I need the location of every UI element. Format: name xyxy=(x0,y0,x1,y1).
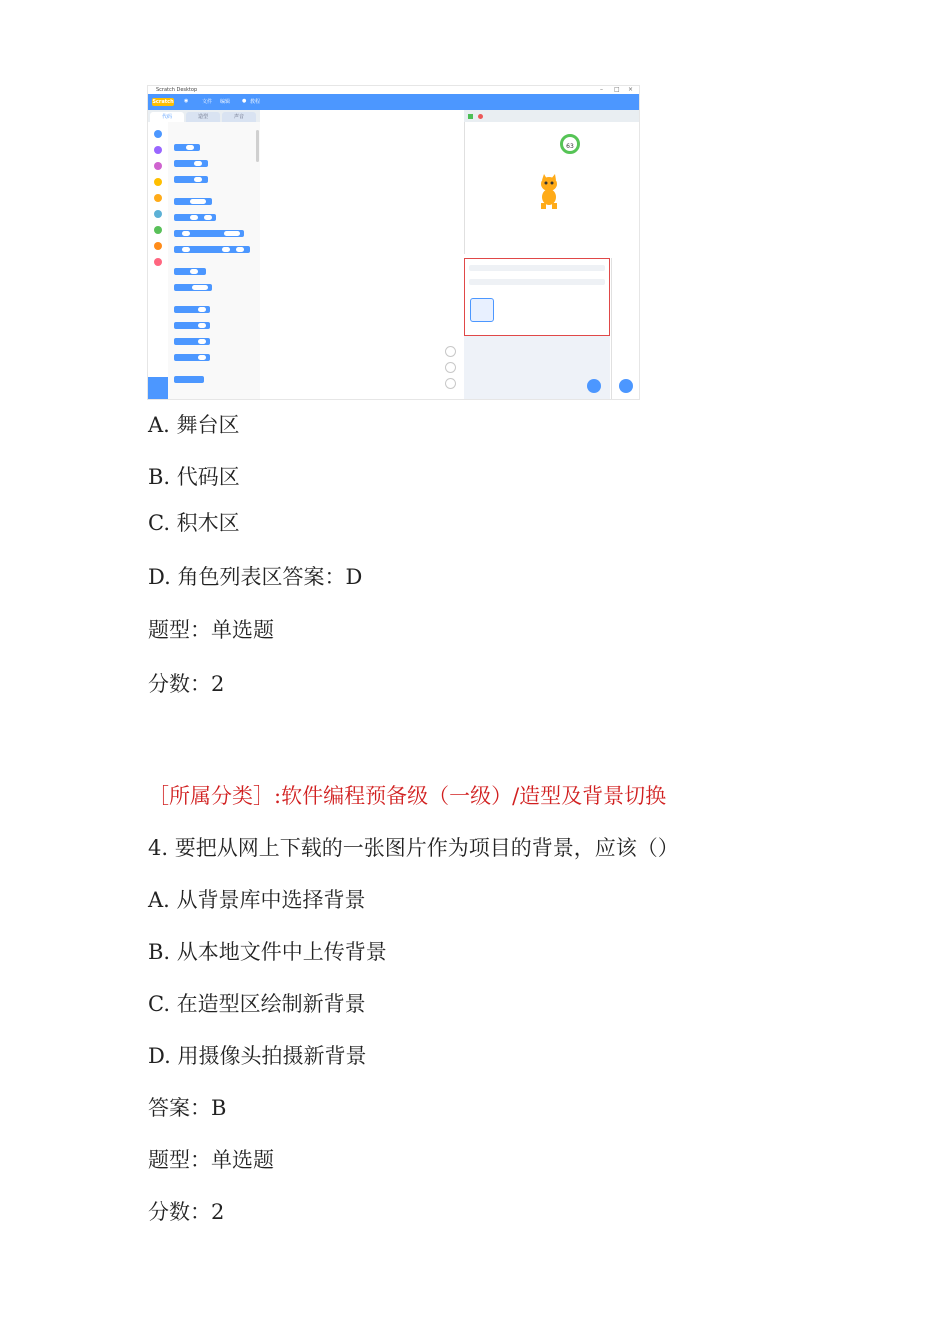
globe-icon[interactable]: ◉ xyxy=(184,98,189,104)
window-titlebar xyxy=(148,86,639,94)
close-icon[interactable]: × xyxy=(628,86,634,93)
category-looks[interactable] xyxy=(154,146,162,154)
option-c: C. 在造型区绘制新背景 xyxy=(148,992,366,1016)
block-turn-left[interactable] xyxy=(174,176,208,183)
option-a: A. 舞台区 xyxy=(148,413,240,437)
scratch-logo: Scratch xyxy=(152,99,174,105)
gauge-readout: 63 xyxy=(560,134,580,154)
option-d-answer: D. 角色列表区答案：D xyxy=(148,565,363,589)
option-b: B. 代码区 xyxy=(148,465,240,489)
option-b: B. 从本地文件中上传背景 xyxy=(148,940,387,964)
category-myblocks[interactable] xyxy=(154,258,162,266)
minimize-icon[interactable]: – xyxy=(600,86,603,93)
question-type: 题型：单选题 xyxy=(148,1148,274,1172)
block-goto-xy[interactable] xyxy=(174,214,216,221)
block-if-on-edge-bounce[interactable] xyxy=(174,376,204,383)
category-operators[interactable] xyxy=(154,226,162,234)
block-point-towards[interactable] xyxy=(174,284,212,291)
answer: 答案：B xyxy=(148,1096,227,1120)
sprite-thumbnail[interactable] xyxy=(470,298,494,322)
backdrop-pane xyxy=(611,258,640,399)
lightbulb-icon[interactable]: ● xyxy=(242,98,247,104)
category-events[interactable] xyxy=(154,178,162,186)
block-set-y[interactable] xyxy=(174,354,210,361)
tab-sounds[interactable]: 声音 xyxy=(222,112,256,122)
block-move[interactable] xyxy=(174,144,200,151)
sprite-info-row xyxy=(469,279,605,285)
tab-code[interactable]: 代码 xyxy=(150,112,184,122)
green-flag-icon[interactable] xyxy=(468,114,473,119)
block-categories xyxy=(148,122,169,399)
category-variables[interactable] xyxy=(154,242,162,250)
category-heading: ［所属分类］:软件编程预备级（一级）/造型及背景切换 xyxy=(148,784,667,808)
category-motion[interactable] xyxy=(154,130,162,138)
scratch-screenshot xyxy=(147,85,640,400)
stop-icon[interactable] xyxy=(478,114,483,119)
menu-bar xyxy=(148,94,639,110)
choose-backdrop-button[interactable] xyxy=(619,379,633,393)
question-score: 分数：2 xyxy=(148,672,225,696)
block-glide-to[interactable] xyxy=(174,230,244,237)
stage-header xyxy=(464,110,639,122)
category-control[interactable] xyxy=(154,194,162,202)
option-c: C. 积木区 xyxy=(148,511,240,535)
sprite-list-area xyxy=(464,258,610,336)
maximize-icon[interactable]: □ xyxy=(614,86,620,93)
cat-sprite-icon[interactable] xyxy=(534,174,564,210)
block-change-x[interactable] xyxy=(174,306,210,313)
menu-file[interactable]: 文件 xyxy=(202,99,213,105)
choose-sprite-button[interactable] xyxy=(587,379,601,393)
block-goto[interactable] xyxy=(174,198,212,205)
sprite-info-row xyxy=(469,265,605,271)
block-glide-xy[interactable] xyxy=(174,246,250,253)
block-set-x[interactable] xyxy=(174,322,210,329)
menu-tutorials[interactable]: 教程 xyxy=(250,99,261,105)
zoom-reset-icon[interactable] xyxy=(445,378,456,389)
code-area[interactable] xyxy=(260,122,464,399)
block-palette xyxy=(168,122,261,399)
palette-scrollbar[interactable] xyxy=(256,130,259,162)
editor-tabs xyxy=(148,110,260,122)
block-point-direction[interactable] xyxy=(174,268,206,275)
question-text: 4. 要把从网上下载的一张图片作为项目的背景，应该（） xyxy=(148,836,679,860)
option-d: D. 用摄像头拍摄新背景 xyxy=(148,1044,367,1068)
zoom-out-icon[interactable] xyxy=(445,362,456,373)
question-type: 题型：单选题 xyxy=(148,618,274,642)
zoom-in-icon[interactable] xyxy=(445,346,456,357)
add-extension-button[interactable] xyxy=(148,377,168,399)
option-a: A. 从背景库中选择背景 xyxy=(148,888,366,912)
block-change-y[interactable] xyxy=(174,338,210,345)
block-turn-right[interactable] xyxy=(174,160,208,167)
category-sensing[interactable] xyxy=(154,210,162,218)
window-title: Scratch Desktop xyxy=(156,87,198,93)
menu-edit[interactable]: 编辑 xyxy=(220,99,231,105)
tab-costumes[interactable]: 造型 xyxy=(186,112,220,122)
category-sound[interactable] xyxy=(154,162,162,170)
question-score: 分数：2 xyxy=(148,1200,225,1224)
